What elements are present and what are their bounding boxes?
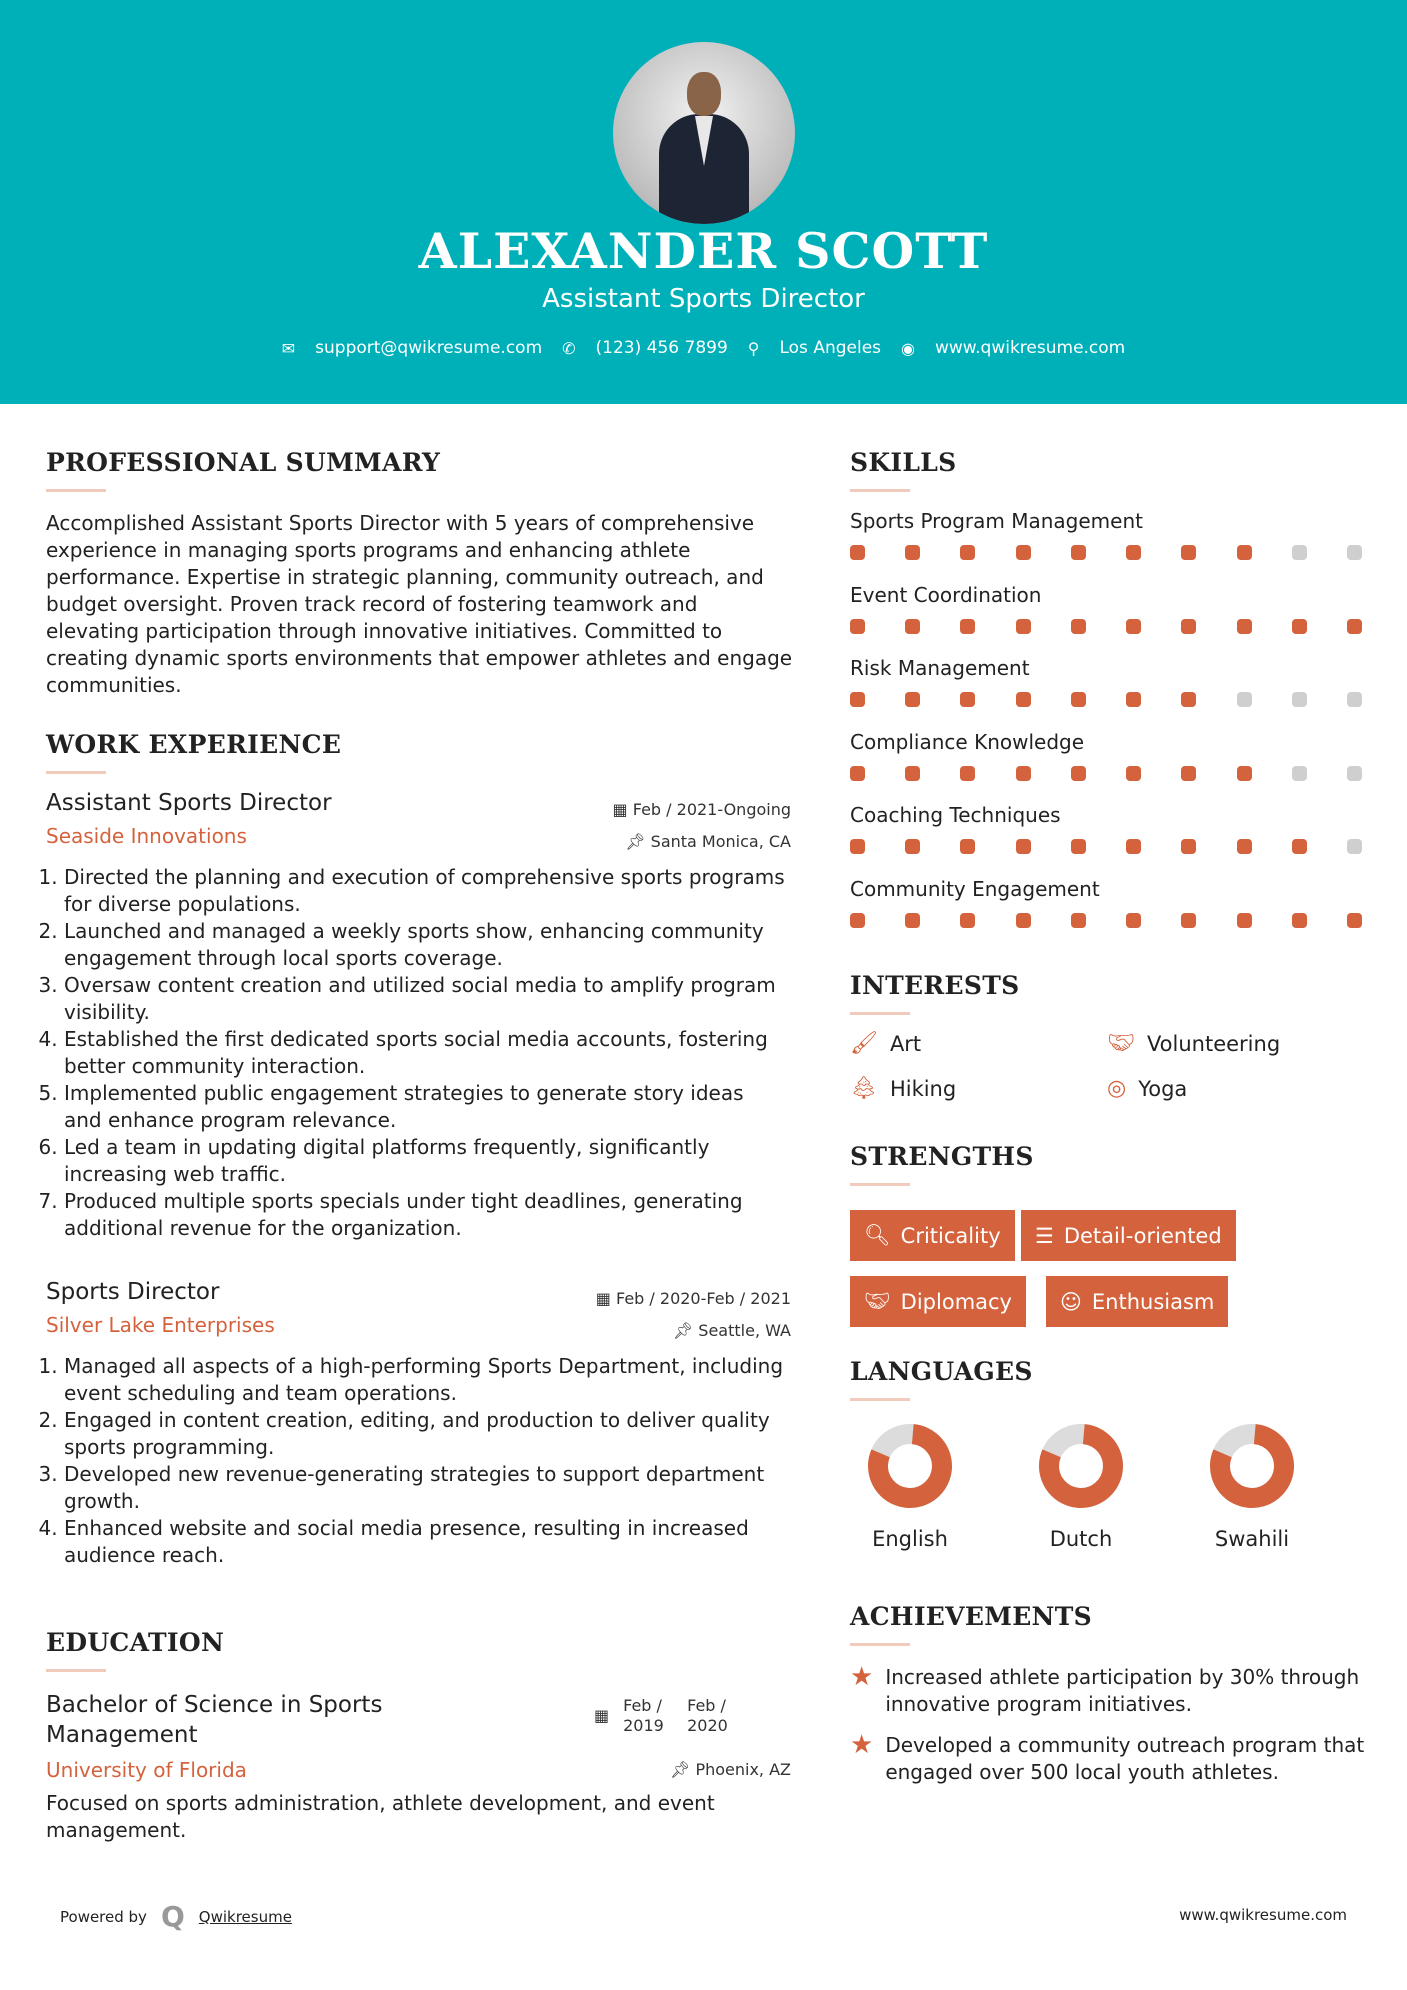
rating-dot — [1016, 913, 1031, 928]
map-pin-icon: ⚲ — [747, 338, 760, 358]
degree: Bachelor of Science in Sports Management — [46, 1692, 383, 1748]
heading-underline — [46, 489, 106, 492]
rating-dot — [1347, 545, 1362, 560]
job-entry — [46, 1279, 791, 1569]
paintbrush-icon: 🖌︎ — [850, 1031, 878, 1056]
contact-bar — [0, 338, 1407, 358]
achievements-section — [850, 1602, 1370, 1784]
summary-section — [46, 448, 796, 699]
rating-dot — [850, 913, 865, 928]
globe-icon: ◉ — [901, 338, 915, 358]
location: Los Angeles — [779, 338, 882, 358]
candidate-name: ALEXANDER SCOTT — [418, 222, 989, 280]
strength-badge: 🤝︎ Diplomacy — [850, 1276, 1026, 1327]
language-donut — [1207, 1421, 1297, 1511]
list-item: 6. Led a team in updating digital platforms frequently, significantly increasing web traffic. — [64, 1134, 786, 1188]
achievement-item: ★ Increased athlete participation by 30% through innovative program initiatives. — [850, 1662, 1360, 1716]
rating-dot — [1126, 545, 1141, 560]
calendar-icon: ▦ — [612, 800, 633, 819]
handshake-icon: 🤝︎ — [864, 1289, 891, 1313]
strength-badge: ☰ Detail-oriented — [1021, 1210, 1236, 1261]
interest-item: ◎ Yoga — [1107, 1076, 1188, 1101]
languages-section — [850, 1357, 1370, 1567]
heading-underline — [850, 1643, 910, 1646]
rating-dot — [1181, 619, 1196, 634]
skill-rating — [850, 692, 1362, 707]
rating-dot — [1347, 766, 1362, 781]
skill-rating — [850, 545, 1362, 560]
rating-dot — [1071, 545, 1086, 560]
rating-dot — [1237, 913, 1252, 928]
pin-icon: 📌︎ — [672, 1321, 699, 1340]
star-icon: ★ — [850, 1662, 874, 1692]
section-heading: LANGUAGES — [850, 1357, 1033, 1386]
list-item: 4. Enhanced website and social media presence, resulting in increased audience reach. — [64, 1515, 786, 1569]
skill-name: Risk Management — [850, 656, 1030, 681]
section-heading: EDUCATION — [46, 1628, 225, 1657]
list-item: 4. Established the first dedicated sports social media accounts, fostering better community interaction. — [64, 1026, 786, 1080]
smile-icon: ☺ — [1060, 1289, 1082, 1314]
rating-dot — [1347, 913, 1362, 928]
company-name: Silver Lake Enterprises — [46, 1313, 275, 1337]
footer-website[interactable]: www.qwikresume.com — [1179, 1906, 1347, 1924]
brand-link[interactable]: Qwikresume — [198, 1907, 292, 1926]
list-icon: ☰ — [1035, 1223, 1054, 1248]
education-dates: ▦ Feb / 2019 Feb / 2020 — [594, 1696, 728, 1735]
list-item: 1. Managed all aspects of a high-performing Sports Department, including event scheduling and team operations. — [64, 1353, 786, 1407]
search-icon: 🔍︎ — [864, 1223, 891, 1247]
heading-underline — [46, 771, 106, 774]
skill-item — [850, 655, 1370, 729]
envelope-icon: ✉ — [281, 338, 296, 358]
rating-dot — [850, 766, 865, 781]
section-heading: WORK EXPERIENCE — [46, 730, 342, 759]
rating-dot — [1071, 839, 1086, 854]
rating-dot — [1347, 692, 1362, 707]
profile-photo — [613, 42, 795, 224]
list-item: 2. Launched and managed a weekly sports show, enhancing community engagement through local sports coverage. — [64, 918, 786, 972]
rating-dot — [1126, 619, 1141, 634]
rating-dot — [960, 692, 975, 707]
rating-dot — [1292, 692, 1307, 707]
language-donut — [1036, 1421, 1126, 1511]
school-name: University of Florida — [46, 1758, 247, 1782]
skill-rating — [850, 839, 1362, 854]
rating-dot — [960, 545, 975, 560]
education-description: Focused on sports administration, athlete development, and event management. — [46, 1791, 715, 1842]
job-bullets — [46, 864, 786, 1242]
rating-dot — [1126, 692, 1141, 707]
job-title: Assistant Sports Director — [46, 790, 332, 816]
rating-dot — [1071, 766, 1086, 781]
rating-dot — [905, 692, 920, 707]
company-name: Seaside Innovations — [46, 824, 247, 848]
heading-underline — [850, 1183, 910, 1186]
section-heading: STRENGTHS — [850, 1142, 1034, 1171]
rating-dot — [1292, 545, 1307, 560]
skills-list — [850, 508, 1370, 950]
rating-dot — [1292, 839, 1307, 854]
rating-dot — [960, 766, 975, 781]
rating-dot — [1181, 545, 1196, 560]
job-bullets — [46, 1353, 786, 1569]
job-dates: ▦ Feb / 2021-Ongoing — [612, 800, 791, 819]
calendar-icon: ▦ — [595, 1289, 616, 1308]
language-item — [1001, 1421, 1161, 1551]
rating-dot — [1181, 839, 1196, 854]
section-heading: PROFESSIONAL SUMMARY — [46, 448, 441, 477]
job-location: 📌︎ Seattle, WA — [672, 1321, 791, 1340]
job-entry — [46, 790, 791, 1242]
language-donut — [865, 1421, 955, 1511]
phone: (123) 456 7899 — [595, 338, 728, 358]
job-location: 📌︎ Santa Monica, CA — [625, 832, 791, 851]
skill-item — [850, 582, 1370, 656]
skill-rating — [850, 619, 1362, 634]
rating-dot — [1016, 545, 1031, 560]
list-item: 3. Developed new revenue-generating strategies to support department growth. — [64, 1461, 786, 1515]
phone-icon: ✆ — [562, 338, 576, 358]
rating-dot — [1181, 913, 1196, 928]
skill-name: Event Coordination — [850, 582, 1042, 607]
rating-dot — [850, 619, 865, 634]
rating-dot — [1237, 692, 1252, 707]
heading-underline — [850, 1398, 910, 1401]
rating-dot — [1292, 913, 1307, 928]
list-item: 3. Oversaw content creation and utilized social media to amplify program visibility. — [64, 972, 786, 1026]
skill-name: Community Engagement — [850, 876, 1100, 901]
star-icon: ★ — [850, 1730, 874, 1760]
rating-dot — [1237, 619, 1252, 634]
section-heading: INTERESTS — [850, 971, 1020, 1000]
rating-dot — [850, 545, 865, 560]
rating-dot — [905, 766, 920, 781]
rating-dot — [960, 619, 975, 634]
language-name: Dutch — [1049, 1527, 1113, 1551]
rating-dot — [1292, 766, 1307, 781]
skill-name: Coaching Techniques — [850, 803, 1061, 828]
heading-underline — [850, 489, 910, 492]
interests-section — [850, 971, 1370, 1111]
skill-item — [850, 876, 1370, 950]
rating-dot — [1016, 692, 1031, 707]
skill-item — [850, 729, 1370, 803]
interest-item: 🤝︎ Volunteering — [1107, 1031, 1281, 1056]
education-location: 📌︎ Phoenix, AZ — [670, 1760, 791, 1779]
skill-item — [850, 802, 1370, 876]
list-item: 7. Produced multiple sports specials under tight deadlines, generating additional revenue for the organization. — [64, 1188, 786, 1242]
rating-dot — [1126, 839, 1141, 854]
skill-rating — [850, 913, 1362, 928]
rating-dot — [850, 692, 865, 707]
list-item: 5. Implemented public engagement strategies to generate story ideas and enhance program relevance. — [64, 1080, 786, 1134]
rating-dot — [1071, 692, 1086, 707]
language-item — [1172, 1421, 1332, 1551]
section-heading: SKILLS — [850, 448, 957, 477]
language-item — [830, 1421, 990, 1551]
rating-dot — [960, 913, 975, 928]
skill-name: Compliance Knowledge — [850, 729, 1085, 754]
rating-dot — [1292, 619, 1307, 634]
qwikresume-logo-icon: Q — [160, 1900, 185, 1933]
website[interactable]: www.qwikresume.com — [934, 338, 1126, 358]
rating-dot — [905, 545, 920, 560]
footer-powered-by: Powered by Q Qwikresume — [60, 1900, 292, 1933]
education-section — [46, 1628, 791, 1844]
heading-underline — [46, 1669, 106, 1672]
rating-dot — [905, 839, 920, 854]
interest-item: 🖌︎ Art — [850, 1031, 922, 1056]
rating-dot — [1181, 692, 1196, 707]
pin-icon: 📌︎ — [625, 832, 651, 851]
language-name: English — [872, 1527, 948, 1551]
rating-dot — [1237, 839, 1252, 854]
strength-badge: ☺ Enthusiasm — [1046, 1276, 1228, 1327]
skills-section — [850, 448, 1370, 950]
skill-item — [850, 508, 1370, 582]
rating-dot — [1016, 839, 1031, 854]
rating-dot — [960, 839, 975, 854]
job-title: Sports Director — [46, 1279, 220, 1305]
rating-dot — [1071, 619, 1086, 634]
rating-dot — [1016, 766, 1031, 781]
list-item: 2. Engaged in content creation, editing, and production to deliver quality sports programming. — [64, 1407, 786, 1461]
strengths-section — [850, 1142, 1370, 1342]
rating-dot — [850, 839, 865, 854]
rating-dot — [1237, 545, 1252, 560]
interest-item: 🌲︎ Hiking — [850, 1076, 957, 1101]
candidate-title: Assistant Sports Director — [542, 284, 865, 314]
list-item: 1. Directed the planning and execution of comprehensive sports programs for diverse populations. — [64, 864, 786, 918]
work-section — [46, 730, 791, 774]
heading-underline — [850, 1012, 910, 1015]
rating-dot — [905, 619, 920, 634]
rating-dot — [905, 913, 920, 928]
rating-dot — [1181, 766, 1196, 781]
job-dates: ▦ Feb / 2020-Feb / 2021 — [595, 1289, 791, 1308]
rating-dot — [1126, 766, 1141, 781]
achievement-item: ★ Developed a community outreach program that engaged over 500 local youth athletes. — [850, 1730, 1365, 1784]
rating-dot — [1237, 766, 1252, 781]
header — [0, 0, 1407, 404]
rating-dot — [1016, 619, 1031, 634]
summary-text: Accomplished Assistant Sports Director with 5 years of comprehensive experience in managing sports programs and enhancing athlete performance. Expertise in strategic planning, community outreach, and budget oversight. Proven track record of fostering teamwork and elevating participation through innovative initiatives. Committed to creating dynamic sports environments that empower athletes and engage communities. — [46, 511, 793, 697]
skill-rating — [850, 766, 1362, 781]
tree-icon: 🌲︎ — [850, 1076, 878, 1101]
rating-dot — [1071, 913, 1086, 928]
calendar-icon: ▦ — [594, 1706, 610, 1725]
pin-icon: 📌︎ — [670, 1760, 696, 1779]
rating-dot — [1126, 913, 1141, 928]
rating-dot — [1347, 619, 1362, 634]
skill-name: Sports Program Management — [850, 509, 1143, 533]
rating-dot — [1347, 839, 1362, 854]
email[interactable]: support@qwikresume.com — [315, 338, 543, 358]
handshake-icon: 🤝︎ — [1107, 1031, 1135, 1056]
strength-badge: 🔍︎ Criticality — [850, 1210, 1015, 1261]
lifebuoy-icon: ◎ — [1107, 1076, 1127, 1101]
language-name: Swahili — [1214, 1527, 1290, 1551]
section-heading: ACHIEVEMENTS — [850, 1602, 1092, 1631]
